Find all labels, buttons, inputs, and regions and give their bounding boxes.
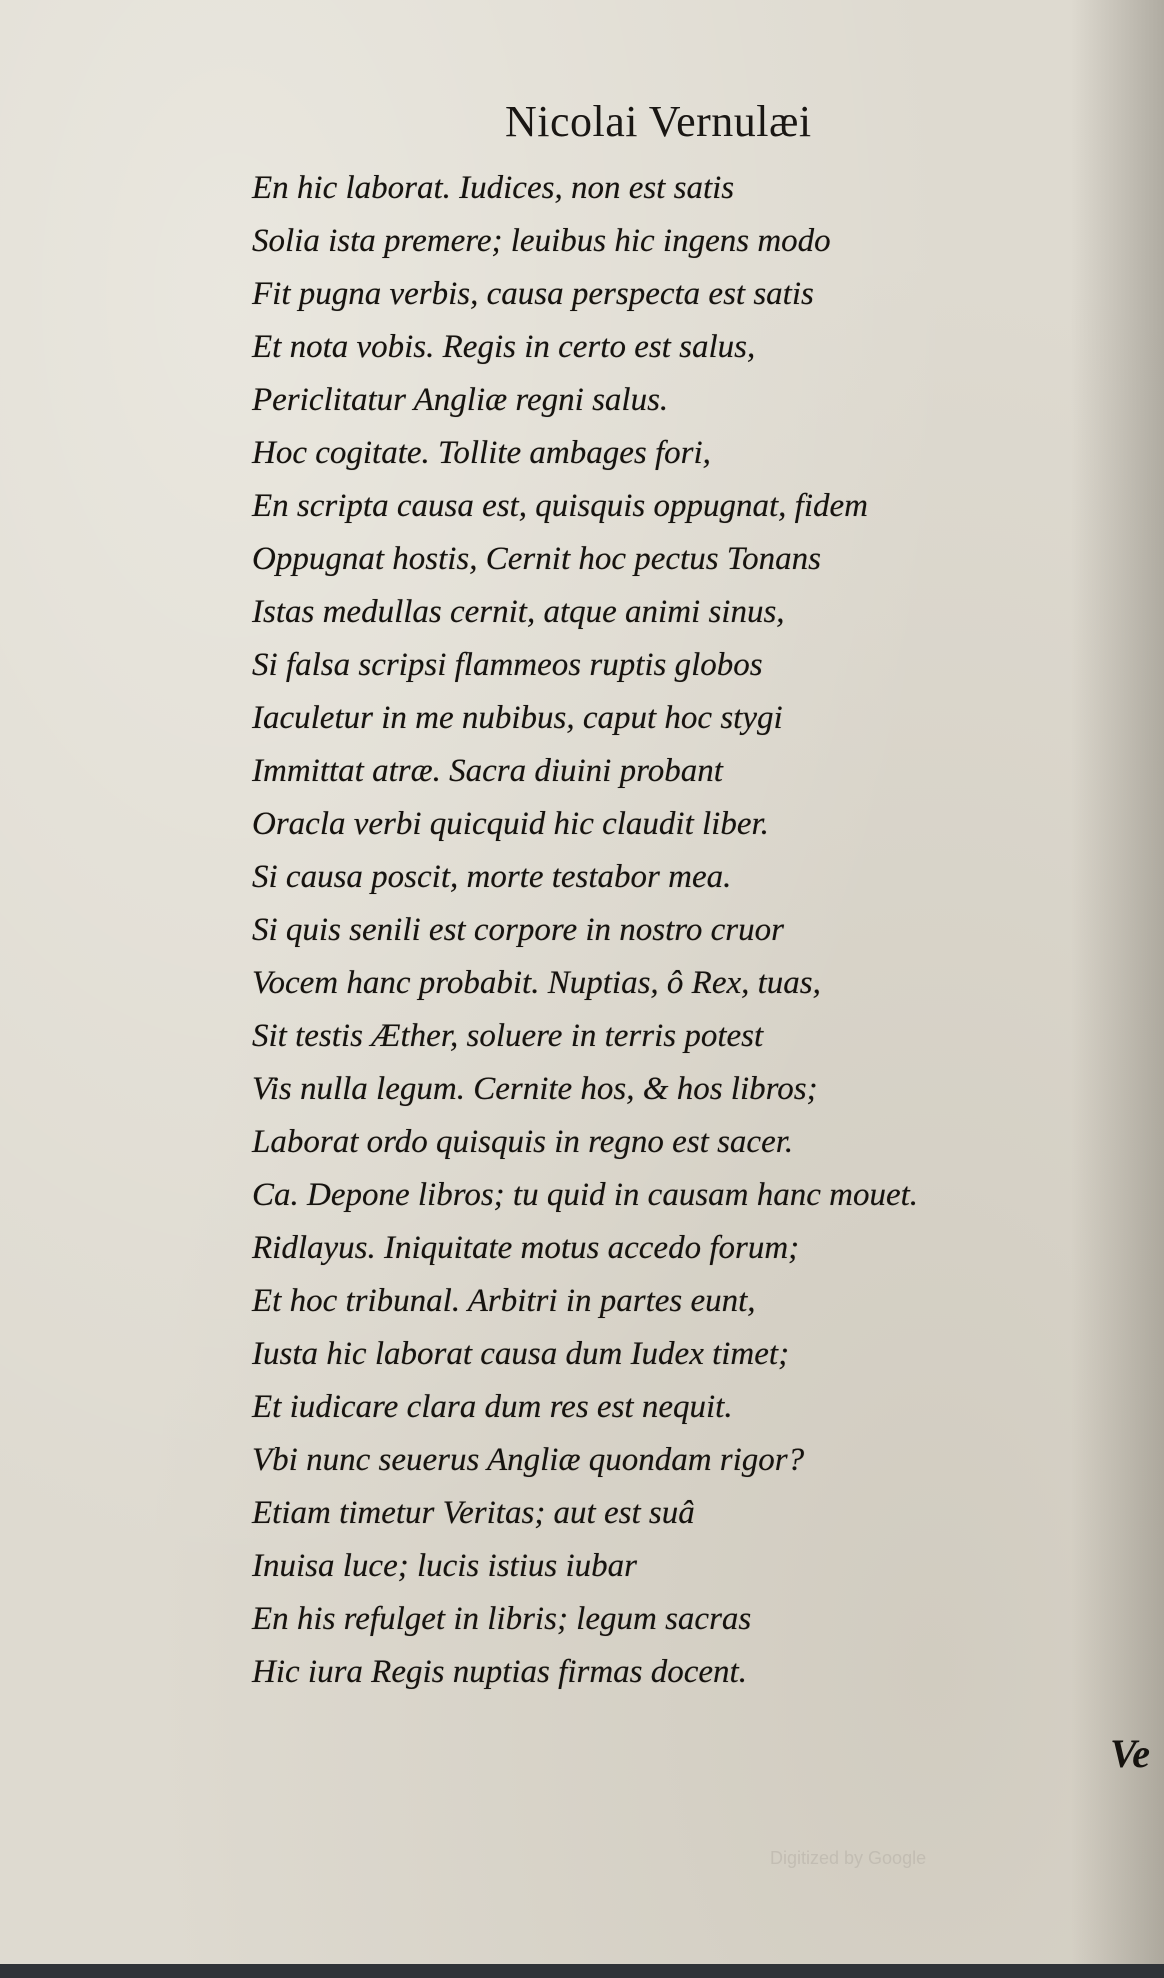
verse-line: Et nota vobis. Regis in certo est salus, xyxy=(252,329,756,365)
verse-line: Vbi nunc seuerus Angliæ quondam rigor? xyxy=(252,1442,805,1478)
viewer-bottom-bar xyxy=(0,1964,1164,1978)
verse-line: Sit testis Æther, soluere in terris potest xyxy=(252,1018,764,1054)
running-head: Nicolai Vernulæi xyxy=(505,97,812,146)
verse-line: Etiam timetur Veritas; aut est suâ xyxy=(252,1495,695,1531)
verse-line: Iusta hic laborat causa dum Iudex timet; xyxy=(252,1336,790,1372)
verse-line: Hic iura Regis nuptias firmas docent. xyxy=(252,1654,747,1690)
verse-line: Vocem hanc probabit. Nuptias, ô Rex, tuas, xyxy=(252,965,821,1001)
verse-line: Et hoc tribunal. Arbitri in partes eunt, xyxy=(252,1283,756,1319)
verse-line: Fit pugna verbis, causa perspecta est satis xyxy=(252,276,814,312)
verse-line: Ca. Depone libros; tu quid in causam hanc mouet. xyxy=(252,1177,919,1213)
verse-line: Et iudicare clara dum res est nequit. xyxy=(252,1389,733,1425)
digitization-watermark: Digitized by Google xyxy=(770,1848,927,1868)
verse-line: Si falsa scripsi flammeos ruptis globos xyxy=(252,647,763,683)
verse-line: Si causa poscit, morte testabor mea. xyxy=(252,859,732,895)
verse-line: Vis nulla legum. Cernite hos, & hos libros; xyxy=(252,1071,818,1107)
verse-line: En his refulget in libris; legum sacras xyxy=(252,1601,752,1637)
verse-text xyxy=(252,162,1112,1699)
verse-line: Periclitatur Angliæ regni salus. xyxy=(252,382,669,418)
verse-line: Oracla verbi quicquid hic claudit liber. xyxy=(252,806,769,842)
verse-line: Istas medullas cernit, atque animi sinus, xyxy=(252,594,785,630)
verse-line: Hoc cogitate. Tollite ambages fori, xyxy=(252,435,711,471)
verse-line: Si quis senili est corpore in nostro cruor xyxy=(252,912,784,948)
verse-line: En scripta causa est, quisquis oppugnat, fidem xyxy=(252,488,868,524)
verse-line: Solia ista premere; leuibus hic ingens modo xyxy=(252,223,831,259)
catchword: Ve xyxy=(1110,1731,1150,1776)
verse-line: Oppugnat hostis, Cernit hoc pectus Tonans xyxy=(252,541,821,577)
verse-line: Immittat atræ. Sacra diuini probant xyxy=(252,753,723,789)
verse-line: Iaculetur in me nubibus, caput hoc stygi xyxy=(252,700,783,736)
verse-line: En hic laborat. Iudices, non est satis xyxy=(252,170,735,206)
verse-line: Ridlayus. Iniquitate motus accedo forum; xyxy=(252,1230,800,1266)
verse-line: Inuisa luce; lucis istius iubar xyxy=(252,1548,637,1584)
verse-line: Laborat ordo quisquis in regno est sacer. xyxy=(252,1124,794,1160)
